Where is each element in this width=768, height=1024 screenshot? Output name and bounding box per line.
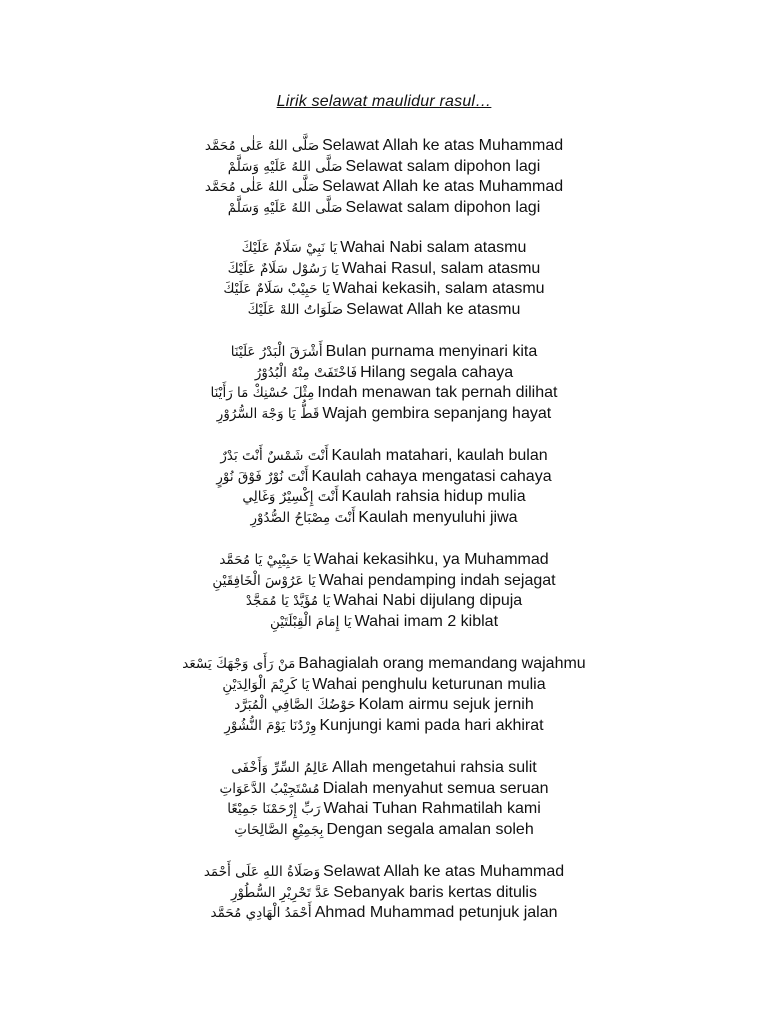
lyric-line: [0, 612, 768, 633]
stanza: [0, 238, 768, 320]
lyric-line: [0, 383, 768, 404]
lyric-line: [0, 404, 768, 425]
lyric-line: [0, 799, 768, 820]
malay-translation: Selawat salam dipohon lagi: [345, 157, 541, 175]
arabic-text: بِجَمِيْعِ الصَّالِحَاتِ: [234, 821, 324, 838]
arabic-text: عَالِمُ السِّرِّ وَأَخْفَى: [231, 760, 330, 777]
malay-translation: Wahai Tuhan Rahmatilah kami: [323, 800, 541, 818]
malay-translation: Selawat salam dipohon lagi: [345, 198, 541, 216]
malay-translation: Indah menawan tak pernah dilihat: [317, 384, 558, 402]
lyric-line: [0, 198, 768, 219]
malay-translation: Kaulah cahaya mengatasi cahaya: [311, 467, 552, 485]
stanza: [0, 654, 768, 736]
malay-translation: Sebanyak baris kertas ditulis: [333, 883, 537, 901]
arabic-text: أَنْتَ مِصْبَاحُ الصُّدُوْرِ: [250, 509, 356, 526]
lyric-line: [0, 342, 768, 363]
arabic-text: قَطُّ يَا وَجْهَ السُّرُوْرِ: [216, 405, 320, 422]
arabic-text: رَبِّ إِرْحَمْنَا جَمِيْعًا: [227, 801, 321, 818]
malay-translation: Kunjungi kami pada hari akhirat: [319, 716, 544, 734]
malay-translation: Wahai pendamping indah sejagat: [318, 571, 556, 589]
arabic-text: أَشْرَقَ الْبَدْرُ عَلَيْنَا: [230, 344, 323, 361]
malay-translation: Wahai Nabi dijulang dipuja: [333, 592, 523, 610]
malay-translation: Kolam airmu sejuk jernih: [358, 696, 534, 714]
lyric-line: [0, 467, 768, 488]
arabic-text: يَا حَبِيْبِيْ يَا مُحَمَّد: [219, 552, 311, 569]
malay-translation: Hilang segala cahaya: [360, 363, 514, 381]
lyric-line: [0, 300, 768, 321]
arabic-text: أَنْتَ شَمْسٌ أَنْتَ بَدْرٌ: [220, 448, 329, 465]
stanza: [0, 136, 768, 218]
malay-translation: Kaulah menyuluhi jiwa: [358, 508, 518, 526]
arabic-text: أَحْمَدُ الْهَادِي مُحَمَّد: [210, 905, 312, 922]
malay-translation: Bahagialah orang memandang wajahmu: [298, 655, 586, 673]
malay-translation: Selawat Allah ke atas Muhammad: [323, 863, 565, 881]
stanza: [0, 342, 768, 424]
arabic-text: فَاخْتَفَتْ مِنْهُ الْبُدُوْرُ: [254, 364, 358, 381]
lyric-line: [0, 508, 768, 529]
lyric-line: [0, 363, 768, 384]
lyric-line: [0, 883, 768, 904]
stanza: [0, 446, 768, 528]
lyric-line: [0, 571, 768, 592]
lyric-line: [0, 862, 768, 883]
arabic-text: صَلَّى اللهُ عَلَيْهِ وَسَلَّمْ: [227, 199, 343, 216]
arabic-text: مَنْ رَأَى وَجْهَكَ يَسْعَد: [182, 656, 296, 673]
arabic-text: أَنْتَ نُوْرٌ فَوْقَ نُوْرٍ: [216, 468, 309, 485]
lyric-line: [0, 238, 768, 259]
malay-translation: Kaulah rahsia hidup mulia: [341, 488, 526, 506]
malay-translation: Allah mengetahui rahsia sulit: [332, 759, 537, 777]
lyric-line: [0, 820, 768, 841]
arabic-text: مِثْلَ حُسْنِكْ مَا رَأَيْنَا: [210, 385, 315, 402]
lyric-line: [0, 758, 768, 779]
page-title: Lirik selawat maulidur rasul…: [276, 93, 492, 110]
malay-translation: Wahai penghulu keturunan mulia: [312, 675, 546, 693]
arabic-text: صَلَّى اللهُ عَلَيْهِ وَسَلَّمْ: [227, 158, 343, 175]
malay-translation: Wahai kekasih, salam atasmu: [332, 280, 545, 298]
stanza: [0, 758, 768, 840]
lyric-line: [0, 550, 768, 571]
arabic-text: حَوْضُكَ الصَّافِي الْمُبَرَّد: [234, 697, 356, 714]
malay-translation: Bulan purnama menyinari kita: [325, 343, 538, 361]
malay-translation: Dengan segala amalan soleh: [326, 820, 534, 838]
lyric-line: [0, 259, 768, 280]
malay-translation: Dialah menyahut semua seruan: [322, 779, 549, 797]
lyric-line: [0, 136, 768, 157]
lyric-line: [0, 903, 768, 924]
arabic-text: يَا نَبِيْ سَلَامٌ عَلَيْكَ: [241, 240, 338, 257]
arabic-text: وِرْدُنَا يَوْمَ النُّشُوْرِ: [224, 717, 317, 734]
malay-translation: Selawat Allah ke atasmu: [346, 300, 521, 318]
lyric-line: [0, 779, 768, 800]
arabic-text: أَنْتَ إِكْسِيْرٌ وَغَالِي: [242, 489, 339, 506]
malay-translation: Kaulah matahari, kaulah bulan: [331, 447, 548, 465]
arabic-text: يَا كَرِيْمَ الْوَالِدَيْنِ: [222, 676, 310, 693]
lyric-line: [0, 716, 768, 737]
lyric-line: [0, 279, 768, 300]
lyric-line: [0, 157, 768, 178]
arabic-text: عَدَّ تَحْرِيْرِ السُّطُوْرِ: [231, 884, 331, 901]
malay-translation: Ahmad Muhammad petunjuk jalan: [314, 904, 558, 922]
arabic-text: وَصَلَاةُ اللهِ عَلَى أَحْمَد: [203, 864, 321, 881]
arabic-text: يَا مُؤَيَّدْ يَا مُمَجَّدْ: [245, 593, 331, 610]
malay-translation: Wajah gembira sepanjang hayat: [322, 404, 552, 422]
lyric-line: [0, 487, 768, 508]
arabic-text: يَا عَرُوْسَ الْخَافِقَيْنِ: [212, 572, 316, 589]
lyric-line: [0, 446, 768, 467]
arabic-text: يَا حَبِيْبْ سَلَامٌ عَلَيْكَ: [223, 281, 330, 298]
stanza: [0, 862, 768, 924]
lyric-line: [0, 695, 768, 716]
arabic-text: مُسْتَجِيْبُ الدَّعَوَاتِ: [219, 780, 320, 797]
malay-translation: Wahai Rasul, salam atasmu: [341, 259, 541, 277]
lyric-line: [0, 675, 768, 696]
arabic-text: صَلَّى اللهُ عَلٰى مُحَمَّد: [204, 138, 320, 155]
arabic-text: يَا رَسُوْل سَلَامٌ عَلَيْكَ: [227, 260, 339, 277]
lyric-line: [0, 654, 768, 675]
malay-translation: Selawat Allah ke atas Muhammad: [322, 137, 564, 155]
lyric-line: [0, 177, 768, 198]
arabic-text: صَلَّى اللهُ عَلٰى مُحَمَّد: [204, 179, 320, 196]
arabic-text: يَا إِمَامَ الْقِبْلَتَيْنِ: [269, 613, 352, 630]
malay-translation: Selawat Allah ke atas Muhammad: [322, 178, 564, 196]
malay-translation: Wahai kekasihku, ya Muhammad: [313, 551, 549, 569]
malay-translation: Wahai imam 2 kiblat: [354, 612, 499, 630]
stanza: [0, 550, 768, 632]
lyric-line: [0, 591, 768, 612]
malay-translation: Wahai Nabi salam atasmu: [340, 239, 527, 257]
arabic-text: صَلَوَاتُ اللهْ عَلَيْكَ: [247, 301, 344, 318]
